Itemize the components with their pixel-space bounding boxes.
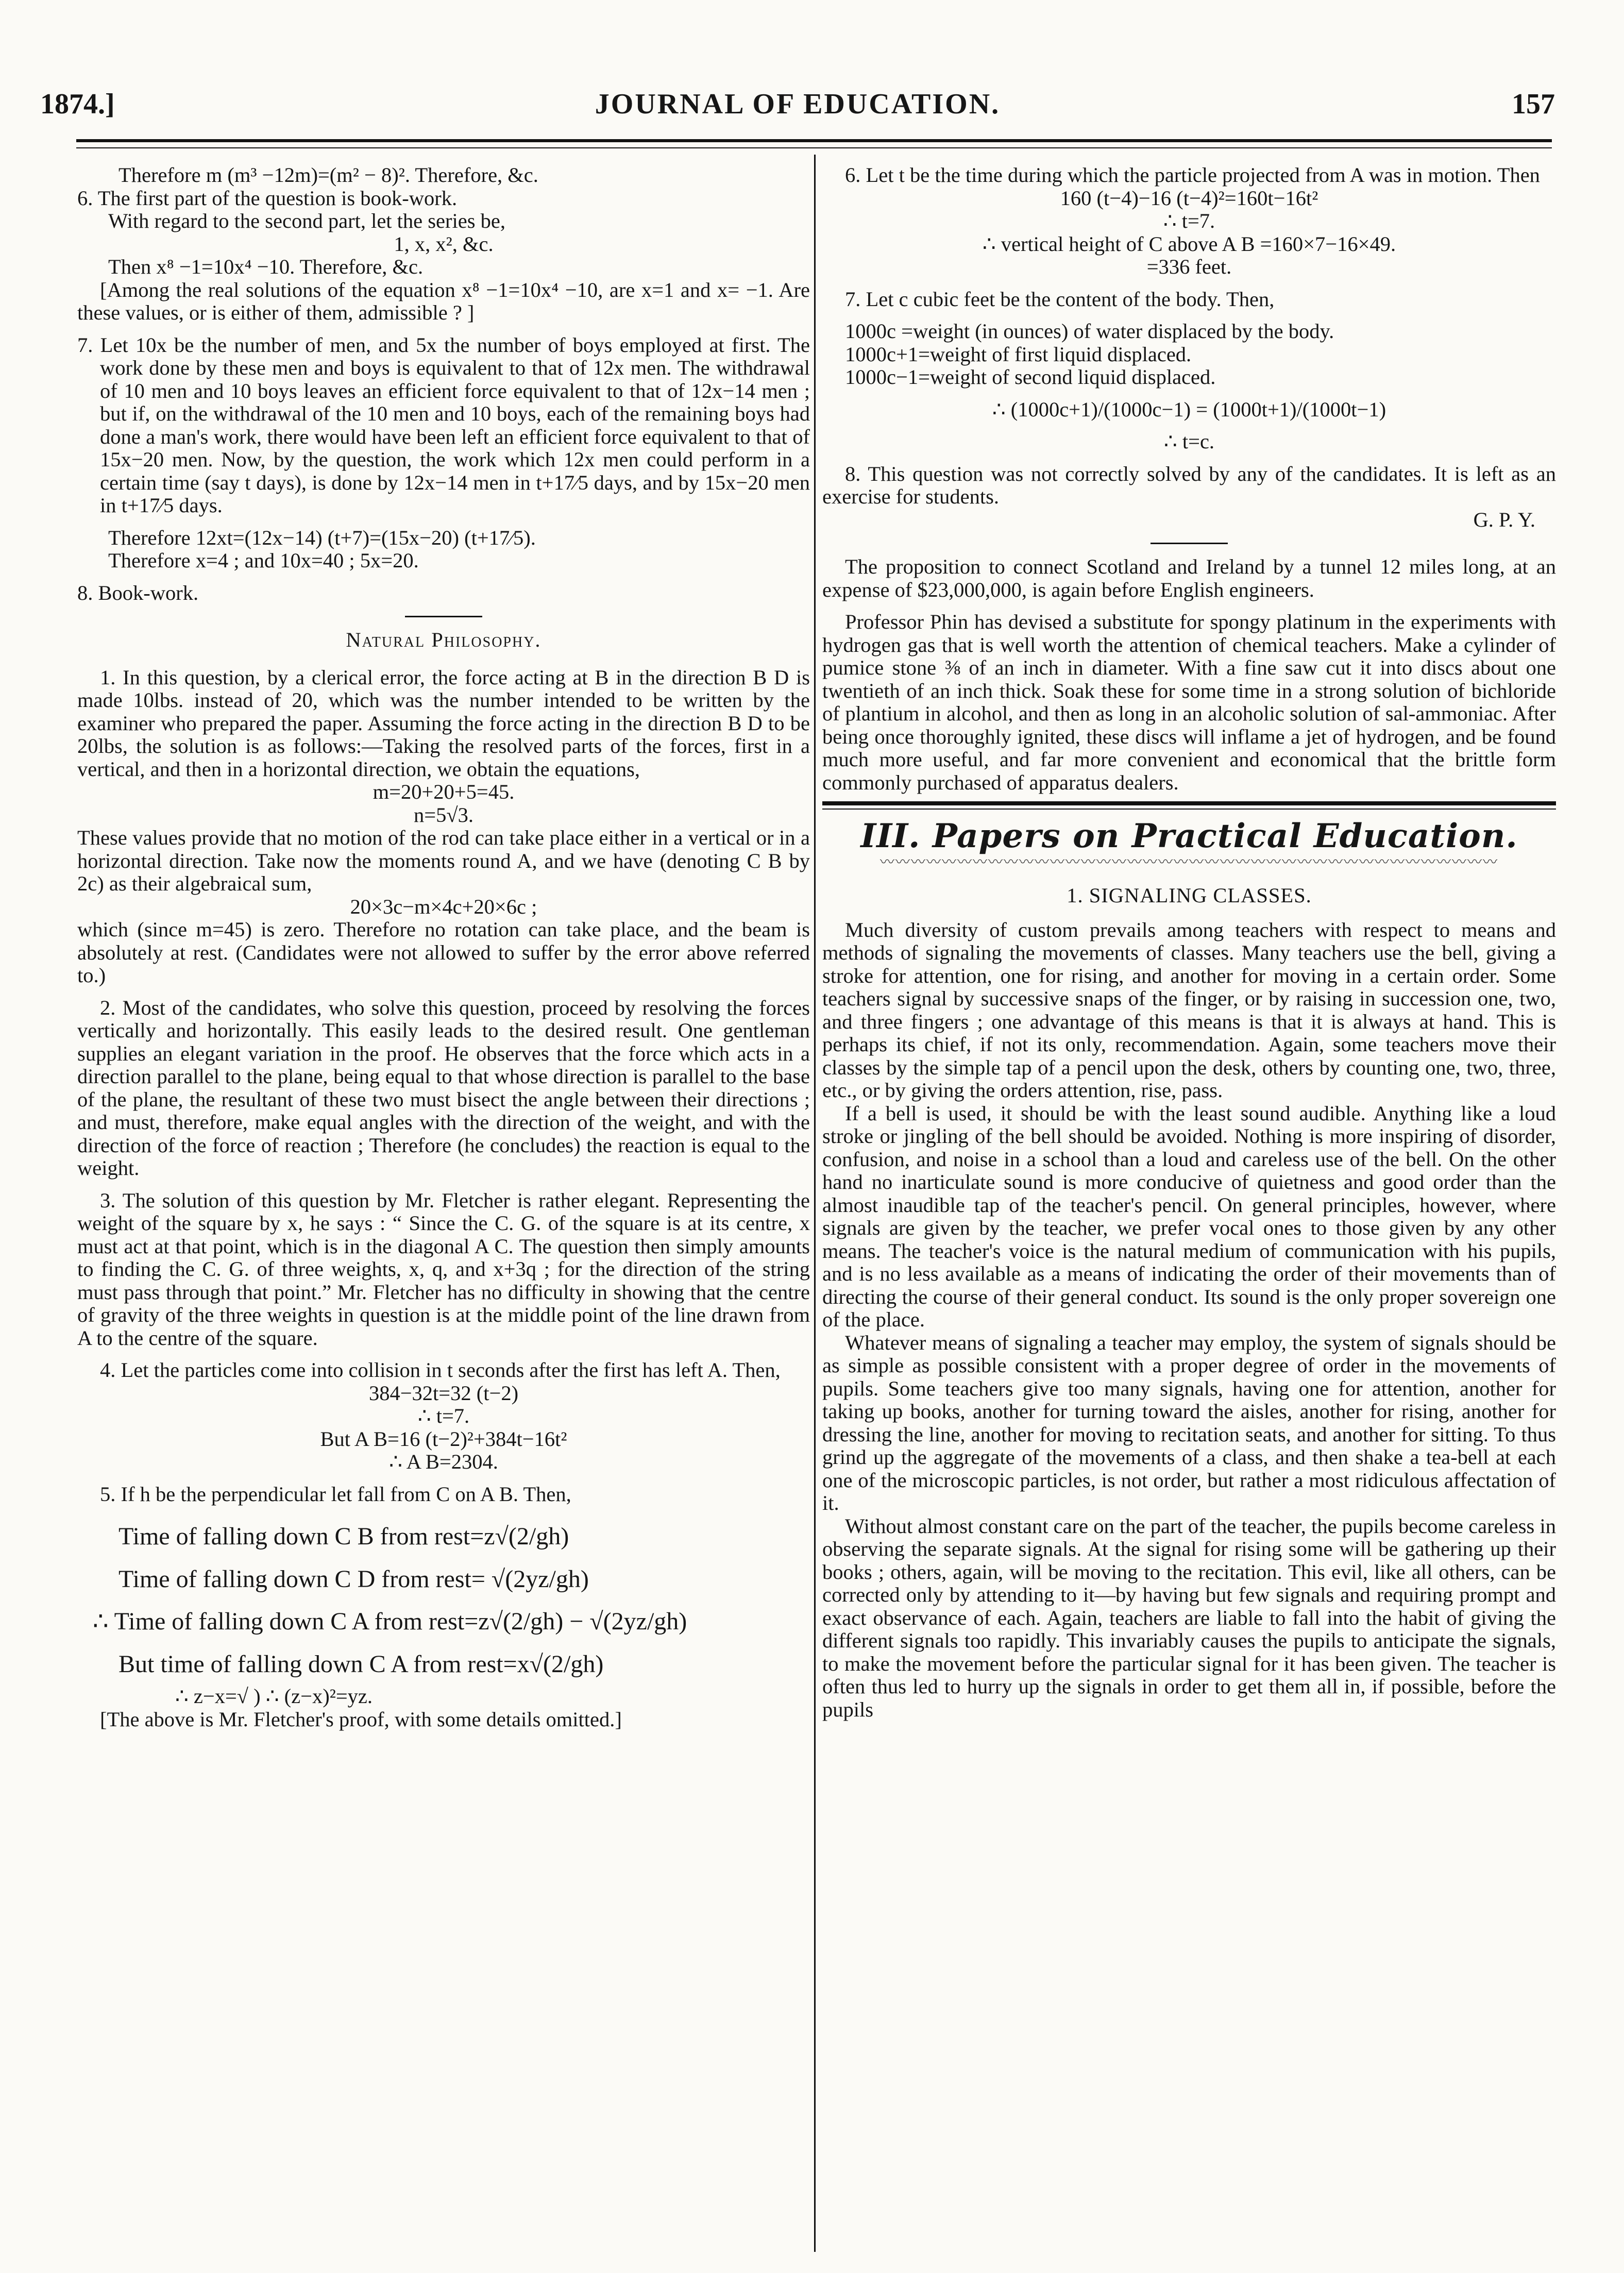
np-question-2: 2. Most of the candidates, who solve this question, proceed by resolving the forces vertically and horizontally. This easily leads to the desired result. One gentleman supplies an elegant variation in the proof. He observes that the force which acts in a direction parallel to the plane, being equal to that whose direction is parallel to the base of the plane, the resultant of these two must bisect the angle between their directions ; and must, therefore, make equal angles with the direction of the weight, and with the direction of the force of reaction ; Therefore (he concludes) the reaction is equal to the weight. [77, 996, 810, 1180]
journal-title: JOURNAL OF EDUCATION. [595, 88, 1001, 120]
equation: 160 (t−4)−16 (t−4)²=160t−16t² [1060, 186, 1318, 210]
np-question-7: 7. Let c cubic feet be the content of the body. Then, [845, 287, 1275, 311]
equation: Time of falling down C D from rest= √(2yz/gh) [119, 1565, 589, 1593]
equation: =336 feet. [1146, 255, 1232, 278]
equation: 20×3c−m×4c+20×6c ; [350, 895, 537, 918]
paragraph: Without almost constant care on the part of the teacher, the pupils become careless in observing the separate signals. At the signal for rising some will be gathering up their books ; others, again, will be moving to the recitation. This evil, like all others, can be corrected only by attending to it—by having but few signals and requiring prompt and exact observance of each. Again, teachers are liable to fall into the habit of giving the different signals too rapidly. This invariably causes the pupils to anticipate the signals, to make the movement before the particular signal for it has been given. The teacher is often thus led to hurry up the signals in order to get them all in, if possible, before the pupils [822, 1514, 1556, 1721]
equation: Therefore 12xt=(12x−14) (t+7)=(15x−20) (t+17⁄5). [108, 526, 536, 549]
question-8: 8. Book-work. [77, 581, 199, 604]
np-question-6: 6. Let t be the time during which the particle projected from A was in motion. Then [845, 163, 1540, 187]
section-heading: Natural Philosophy. [346, 628, 542, 651]
section-title: III. Papers on Practical Education. [860, 817, 1518, 855]
signature: G. P. Y. [1473, 508, 1535, 531]
text-line: With regard to the second part, let the series be, [108, 209, 505, 232]
left-column [77, 164, 810, 1731]
paragraph: If a bell is used, it should be with the least sound audible. Anything like a loud stroke or jingling of the bell should be avoided. Nothing is more inspiring of disorder, confusion, and noise in a school than a loud and careless use of the bell. On the other hand no inarticulate sound is more conducive of quietness and good order than the almost inaudible tap of the teacher's pencil. On general principles, however, where signals are given by the teacher, we prefer vocal ones to those given by any other means. The teacher's voice is the natural medium of communication with his pupils, and is no less available as a means of indicating the order of their movements than of directing the course of their general conduct. Its sound is the only proper sovereign one of the place. [822, 1101, 1556, 1331]
bracket-note: [Among the real solutions of the equation x⁸ −1=10x⁴ −10, are x=1 and x= −1. Are these values, or is either of them, admissible ? ] [77, 278, 810, 324]
equation: 384−32t=32 (t−2) [368, 1381, 519, 1405]
equation: ∴ t=7. [417, 1404, 470, 1427]
text-line: Then x⁸ −1=10x⁴ −10. Therefore, &c. [108, 255, 424, 278]
question-6: 6. The first part of the question is book-work. [77, 186, 458, 210]
paragraph: These values provide that no motion of the rod can take place either in a vertical or in a horizontal direction. Take now the moments round A, and we have (denoting C B by 2c) as their algebraical sum, [77, 826, 810, 895]
paragraph: Much diversity of custom prevails among teachers with respect to means and methods of signaling the movements of classes. Many teachers use the bell, giving a stroke for attention, one for rising, and another for moving in a certain order. Some teachers signal by successive snaps of the finger, or by raising in succession one, two, and three fingers ; one advantage of this means is that it is always at hand. This is perhaps its chief, if not its only, recommendation. Again, some teachers move their classes by the simple tap of a pencil upon the desk, others by counting one, two, three, etc., or by giving the orders attention, rise, pass. [822, 918, 1556, 1102]
section-rule [405, 616, 482, 617]
bracket-note: [The above is Mr. Fletcher's proof, with some details omitted.] [100, 1707, 622, 1731]
np-question-3: 3. The solution of this question by Mr. Fletcher is rather elegant. Representing the weight of the square by x, he says : “ Since the C. G. of the square is at its centre, x must act at that point, which is in the diagonal A C. The question then simply amounts to finding the C. G. of three weights, x, q, and x+3q ; for the direction of the string must pass through that point.” Mr. Fletcher has no difficulty in showing that the centre of gravity of the three weights in question is at the middle point of the line drawn from A to the centre of the square. [77, 1188, 810, 1350]
section-rule-thin [822, 809, 1556, 810]
header-rule-thick [76, 139, 1552, 142]
equation: ∴ t=c. [1163, 430, 1215, 453]
equation: ∴ t=7. [1163, 209, 1215, 232]
equation: ∴ A B=2304. [389, 1450, 498, 1473]
wavy-divider: 〰〰〰〰〰〰〰〰〰〰〰〰〰〰〰〰〰〰〰〰〰〰〰〰〰〰〰〰〰〰〰〰〰〰〰〰〰〰〰〰 [879, 854, 1498, 870]
equation: Time of falling down C B from rest=z√(2/gh) [119, 1523, 569, 1550]
page-number: 157 [1512, 88, 1555, 120]
header-rule-thin [76, 147, 1552, 148]
section-rule-thick [822, 801, 1556, 805]
text-line: Therefore m (m³ −12m)=(m² − 8)². Therefore, &c. [119, 163, 538, 187]
equation: 1, x, x², &c. [394, 232, 494, 256]
equation: Therefore x=4 ; and 10x=40 ; 5x=20. [108, 549, 419, 572]
equation: But A B=16 (t−2)²+384t−16t² [320, 1427, 567, 1451]
equation: ∴ (1000c+1)/(1000c−1) = (1000t+1)/(1000t−1) [992, 397, 1386, 421]
news-item-phin: Professor Phin has devised a substitute for spongy platinum in the experiments with hydrogen gas that is well worth the attention of chemical teachers. Make a cylinder of pumice stone ⅜ of an inch in diameter. With a fine saw cut it into discs about one twentieth of an inch thick. Soak these for some time in a strong solution of bichloride of plantium in alcohol, and then as long in an alcoholic solution of sal-ammoniac. After being once thoroughly ignited, these discs will inflame a jet of hydrogen, and be found much more useful, and far more convenient and economical that the brittle form commonly purchased of apparatus dealers. [822, 610, 1556, 794]
right-column [822, 164, 1556, 1721]
np-question-4: 4. Let the particles come into collision in t seconds after the first has left A. Then, [100, 1358, 781, 1382]
article-title: 1. SIGNALING CLASSES. [1067, 884, 1312, 907]
equation: 1000c =weight (in ounces) of water displaced by the body. [845, 319, 1334, 343]
header-year: 1874.] [40, 88, 115, 120]
equation: ∴ z−x=√ ) ∴ (z−x)²=yz. [175, 1685, 373, 1708]
np-question-5: 5. If h be the perpendicular let fall from C on A B. Then, [100, 1482, 571, 1506]
np-question-1: 1. In this question, by a clerical error, the force acting at B in the direction B D is made 10lbs. instead of 20, which was the number intended to be written by the examiner who prepared the paper. Assuming the force acting in the direction B D to be 20lbs, the solution is as follows:—Taking the resolved parts of the forces, first in a vertical, and then in a horizontal direction, we obtain the equations, [77, 665, 810, 781]
paragraph: Whatever means of signaling a teacher may employ, the system of signals should be as simple as possible consistent with a proper degree of order in the movements of pupils. Some teachers give too many signals, having one for attention, another for taking up books, another for turning toward the aisles, another for rising, another for dressing the line, another for moving to recitation seats, and another for sitting. To thus grind up the aggregate of the movements of a class, and then shake a tea-bell at each one of the microscopic particles, is not order, but rather a most ridiculous affectation of it. [822, 1331, 1556, 1514]
section-rule [1151, 543, 1228, 544]
equation: n=5√3. [414, 803, 473, 827]
paragraph: which (since m=45) is zero. Therefore no rotation can take place, and the beam is absolutely at rest. (Candidates were not allowed to suffer by the error above referred to.) [77, 918, 810, 987]
equation: 1000c+1=weight of first liquid displaced. [845, 342, 1192, 366]
page-header [40, 82, 1555, 129]
equation: 1000c−1=weight of second liquid displaced. [845, 365, 1216, 389]
equation: m=20+20+5=45. [373, 780, 515, 803]
np-question-8: 8. This question was not correctly solved by any of the candidates. It is left as an exercise for students. [822, 462, 1556, 508]
equation: But time of falling down C A from rest=x√(2/gh) [119, 1650, 604, 1678]
equation: ∴ vertical height of C above A B =160×7−16×49. [982, 232, 1396, 256]
news-item-tunnel: The proposition to connect Scotland and Ireland by a tunnel 12 miles long, at an expense of $23,000,000, is again before English engineers. [822, 555, 1556, 601]
column-divider [814, 155, 816, 2252]
equation: ∴ Time of falling down C A from rest=z√(2/gh) − √(2yz/gh) [93, 1608, 687, 1635]
question-7: 7. Let 10x be the number of men, and 5x the number of boys employed at first. The work done by these men and boys is equivalent to that of 12x men. The withdrawal of 10 men and 10 boys leaves an efficient force equivalent to that of 12x−14 men ; but if, on the withdrawal of the 10 men and 10 boys, each of the remaining boys had done a man's work, there would have been left an efficient force equivalent to that of 15x−20 men. Now, by the question, the work which 12x men could perform in a certain time (say t days), is done by 12x−14 men in t+17⁄5 days, and by 15x−20 men in t+17⁄5 days. [77, 333, 810, 517]
